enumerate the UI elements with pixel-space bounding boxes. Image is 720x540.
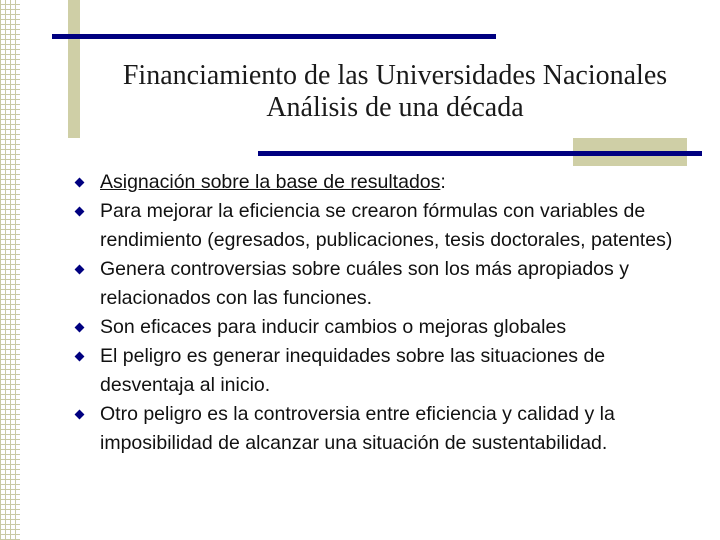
bullet-list [70, 168, 690, 458]
diamond-bullet-icon [75, 323, 85, 333]
bullet-item [70, 168, 690, 197]
bullet-item [70, 342, 690, 400]
bullet-item [70, 400, 690, 458]
diamond-bullet-icon [75, 410, 85, 420]
bullet-item [70, 255, 690, 313]
bullet-text: Para mejorar la eficiencia se crearon fórmulas con variables de rendimiento (egresados, publicaciones, tesis doctorales, patentes) [100, 200, 673, 251]
diamond-bullet-icon [75, 178, 85, 188]
bullet-text: Asignación sobre la base de resultados [100, 171, 441, 193]
slide-title [80, 60, 710, 124]
bullet-text: Otro peligro es la controversia entre eficiencia y calidad y la imposibilidad de alcanzar una situación de sustentabilidad. [100, 403, 615, 454]
decorative-bar-bottom [258, 151, 702, 156]
bullet-item [70, 313, 690, 342]
decorative-grid-strip [0, 0, 20, 540]
decorative-tan-block-top [68, 0, 80, 138]
slide-title-line-1: Financiamiento de las Universidades Nacionales [122, 60, 668, 91]
diamond-bullet-icon [75, 207, 85, 217]
bullet-suffix: : [440, 171, 446, 193]
diamond-bullet-icon [75, 265, 85, 275]
bullet-item [70, 197, 690, 255]
bullet-text: Genera controversias sobre cuáles son los más apropiados y relacionados con las funciones. [100, 258, 629, 309]
slide-title-line-2: Análisis de una década [266, 92, 524, 123]
decorative-bar-top [52, 34, 496, 39]
bullet-text: El peligro es generar inequidades sobre las situaciones de desventaja al inicio. [100, 345, 606, 396]
bullet-text: Son eficaces para inducir cambios o mejoras globales [100, 316, 567, 338]
diamond-bullet-icon [75, 352, 85, 362]
